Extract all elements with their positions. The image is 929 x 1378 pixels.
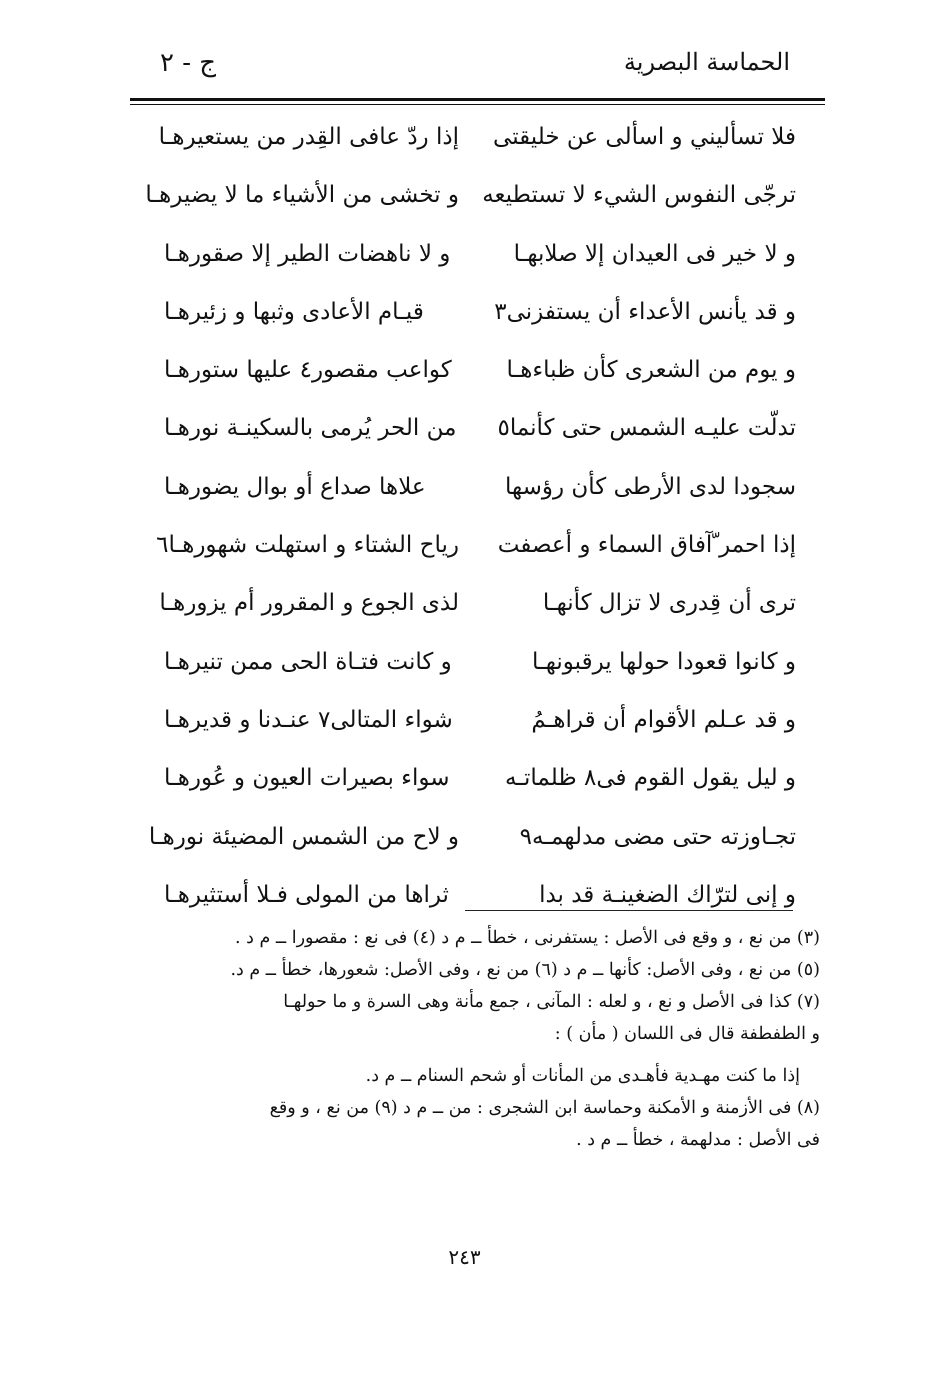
verse-line [150, 695, 810, 753]
verse-first-hemistich: فلا تسأليني و اسألى عن خليقتى [493, 124, 796, 150]
footnote-quoted-verse: إذا ما كنت مهـدية فأهـدى من المأنات أو شحم السنام ــ م د. [365, 1066, 800, 1086]
footnote-line: (٥) من نع ، وفى الأصل: كأنها ــ م د (٦) من نع ، وفى الأصل: شعورها، خطأ ــ م د. [230, 960, 820, 980]
verse-second-hemistich: و كانت فتـاة الحى ممن تنيرهـا [164, 648, 452, 675]
verse-first-hemistich: تجـاوزته حتى مضى مدلهمـه٩ [519, 823, 796, 850]
poem [145, 112, 810, 928]
verse-first-hemistich: و ليل يقول القوم فى٨ ظلماتـه [504, 765, 796, 792]
footnote-line: (٨) فى الأزمنة و الأمكنة وحماسة ابن الشجرى : من ــ م د (٩) من نع ، و وقع [269, 1098, 820, 1118]
verse-second-hemistich: سواء بصيرات العيون و عُورهـا [164, 765, 450, 792]
verse-second-hemistich: قيـام الأعادى وثبها و زئيرهـا [164, 298, 424, 325]
verse-second-hemistich: كواعب مقصور٤ عليها ستورهـا [164, 357, 452, 384]
verse-second-hemistich: و لاح من الشمس المضيئة نورهـا [148, 823, 459, 850]
footnote-line: (٣) من نع ، و وقع فى الأصل : يستفرنى ، خطأ ــ م د (٤) فى نع : مقصورا ــ م د . [235, 928, 820, 948]
page-number: ٢٤٣ [448, 1245, 481, 1269]
verse-line [150, 812, 810, 870]
verse-first-hemistich: و يوم من الشعرى كأن ظباءهـا [506, 357, 796, 384]
verse-line [145, 170, 810, 228]
verse-first-hemistich: إذا احمر ّآفاق السماء و أعصفت [497, 532, 796, 559]
footnote-separator [465, 910, 793, 911]
verse-first-hemistich: سجودا لدى الأرطى كأن رؤسها [505, 473, 796, 500]
verse-first-hemistich: ترجّى النفوس الشيء لا تستطيعه [482, 182, 796, 209]
verse-line [150, 578, 810, 636]
verse-second-hemistich: لذى الجوع و المقرور أم يزورهـا [159, 590, 459, 617]
verse-line [150, 403, 810, 461]
verse-line [150, 345, 810, 403]
verse-line [150, 637, 810, 695]
verse-line [150, 462, 810, 520]
volume-label: ج - ٢ [160, 48, 217, 78]
footnote-line: فى الأصل : مدلهمة ، خطأ ــ م د . [576, 1130, 820, 1150]
book-title: الحماسة البصرية [623, 48, 790, 76]
verse-first-hemistich: و لا خير فى العيدان إلا صلابهـا [513, 240, 796, 267]
verse-first-hemistich: ترى أن قِدرى لا تزال كأنهـا [542, 590, 796, 617]
verse-second-hemistich: شواء المتالى٧ عنـدنا و قديرهـا [164, 706, 453, 733]
verse-second-hemistich: إذا ردّ عافى القِدر من يستعيرهـا [158, 124, 459, 150]
header-rule-thick [130, 98, 825, 101]
verse-first-hemistich: و كانوا قعودا حولها يرقبونهـا [532, 648, 796, 675]
verse-line [150, 520, 810, 578]
page-header [130, 48, 820, 92]
footnote-line: (٧) كذا فى الأصل و نع ، و لعله : المآنى ، جمع مأنة وهى السرة و ما حولهـا [283, 992, 820, 1012]
footnote-line: و الطفطفة قال فى اللسان ( مأن ) : [554, 1024, 820, 1044]
verse-second-hemistich: ثراها من المولى فـلا أستثيرهـا [164, 881, 449, 908]
verse-second-hemistich: و لا ناهضات الطير إلا صقورهـا [164, 240, 451, 267]
verse-line [150, 112, 810, 170]
header-rule-thin [130, 104, 825, 105]
verse-first-hemistich: و قد عـلم الأقوام أن قراهـمُ [531, 706, 796, 733]
verse-second-hemistich: علاها صداع أو بوال يضورهـا [164, 473, 426, 500]
footnotes [130, 922, 820, 1156]
verse-second-hemistich: رياح الشتاء و استهلت شهورهـا٦ [156, 532, 459, 559]
verse-line [150, 753, 810, 811]
verse-line [150, 229, 810, 287]
verse-line [150, 870, 810, 928]
verse-second-hemistich: و تخشى من الأشياء ما لا يضيرهـا [145, 182, 459, 209]
verse-first-hemistich: و قد يأنس الأعداء أن يستفزنى٣ [494, 298, 796, 325]
verse-line [150, 287, 810, 345]
verse-first-hemistich: تدلّت عليـه الشمس حتى كأنما٥ [497, 415, 796, 442]
verse-second-hemistich: من الحر يُرمى بالسكينـة نورهـا [164, 415, 457, 442]
verse-first-hemistich: و إنى لترّاك الضغينـة قد بدا [539, 881, 796, 908]
